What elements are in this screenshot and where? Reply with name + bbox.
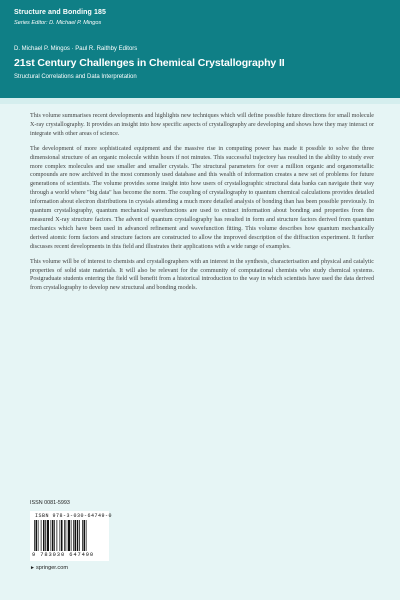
book-subtitle: Structural Correlations and Data Interpretation [14, 74, 137, 80]
barcode-bar [38, 520, 39, 551]
volume-editors: D. Michael P. Mingos · Paul R. Raithby Editors [14, 46, 138, 52]
barcode-bar [79, 520, 80, 551]
barcode-bar [52, 520, 54, 551]
description-area [0, 104, 400, 600]
issn-number: ISSN 0081-5993 [30, 500, 70, 506]
series-editor: Series Editor: D. Michael P. Mingos [14, 20, 102, 26]
barcode-bar [68, 520, 70, 551]
description-paragraph: This volume summarises recent developments and highlights new techniques which will define possible future directions for small molecule X-ray crystallography. It provides an insight into how specific aspects of crystallography are developing and shows how they may interact or integrate with other areas of science. [30, 113, 374, 137]
barcode-bar [77, 520, 79, 551]
barcode-bars [34, 520, 105, 552]
series-name: Structure and Bonding 185 [14, 9, 106, 16]
barcode-bar [41, 520, 42, 551]
isbn-barcode [30, 511, 113, 561]
barcode-bar [86, 520, 87, 551]
description-paragraph: The development of more sophisticated equipment and the massive rise in computing power has made it possible to solve the three dimensional structure of an organic molecule within hours if not minutes. This successful trajectory has resulted in the ability to study ever more complex molecules and use smaller and smaller crystals. The structural parameters for over a million organic and organometallic compounds are now archived in the most commonly used database and this wealth of information creates a new set of problems for future generations of scientists. The volume provides some insight into how users of crystallographic structural data banks can navigate their way through a world where "big data" has become the norm. The coupling of crystallography to quantum chemical calculations provides detailed information about electron distributions in crystals attending a much more detailed analysis of bonding than has been possible previously. In quantum crystallography, quantum mechanical wavefunctions are used to extract information about bonding and properties from the measured X-ray structure factors. The advent of quantum crystallography has resulted in form and structure factors derived from quantum mechanics which have been used in advanced refinement and wavefunction fitting. This volume describes how quantum mechanically derived atomic form factors and structure factors are constructed to allow the improved description of the diffraction experiment. It further discusses recent developments in this field and illustrates their applications with a wide range of examples. [30, 145, 374, 250]
barcode-bar [84, 520, 86, 551]
publisher-link[interactable] [30, 565, 68, 571]
barcode-bar [75, 520, 77, 551]
barcode-bar [34, 520, 35, 551]
triangle-arrow-icon: ► [30, 565, 35, 571]
barcode-bar [66, 520, 67, 551]
barcode-bar [51, 520, 52, 551]
barcode-bar [57, 520, 58, 551]
barcode-bar [47, 520, 49, 551]
description-paragraph: This volume will be of interest to chemists and crystallographers with an interest in the synthesis, characterisation and physical and catalytic properties of solid state materials. It will also be relevant for the community of computational chemists who study chemical systems. Postgraduate students entering the field will benefit from a historical introduction to the way in which scientists have used the data derived from crystallography to develop new structural and bonding models. [30, 258, 374, 292]
barcode-bar [36, 520, 38, 551]
isbn-text: ISBN 978-3-030-64749-0 [35, 513, 113, 519]
barcode-bar [82, 520, 83, 551]
barcode-bar [43, 520, 45, 551]
book-title: 21st Century Challenges in Chemical Crystallography II [14, 57, 285, 69]
barcode-bar [71, 520, 72, 551]
publisher-url: springer.com [35, 565, 68, 571]
description-text [30, 112, 374, 299]
title-banner [0, 0, 400, 98]
barcode-bar [73, 520, 74, 551]
barcode-bar [54, 520, 55, 551]
barcode-digits: 9 783030 647490 [32, 552, 95, 558]
barcode-bar [64, 520, 65, 551]
barcode-bar [60, 520, 61, 551]
barcode-bar [45, 520, 46, 551]
barcode-bar [61, 520, 63, 551]
